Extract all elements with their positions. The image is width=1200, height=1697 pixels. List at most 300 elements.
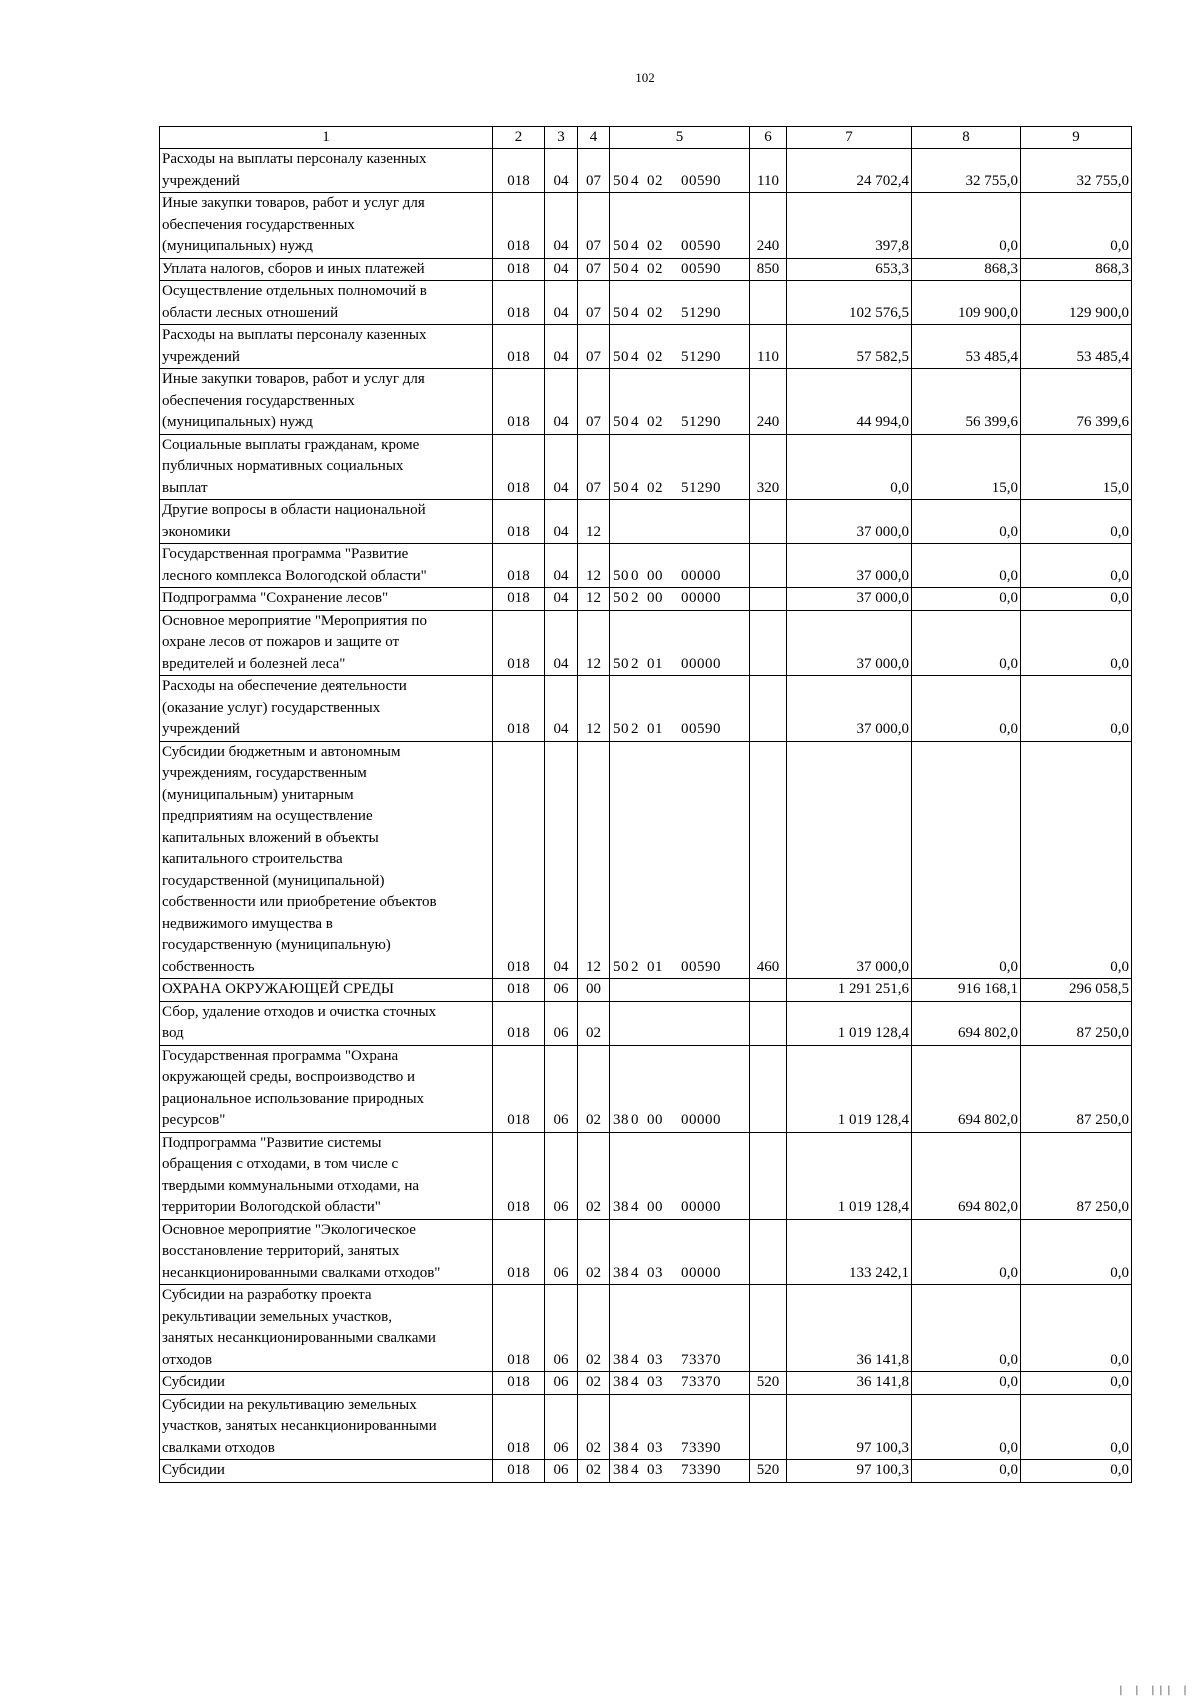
table-row [160,1394,1132,1460]
subsection-code-cell: 07 [578,258,610,281]
amount-col9-cell: 0,0 [1021,676,1132,742]
amount-col9-cell: 15,0 [1021,434,1132,500]
target-article-part: 4 [631,1199,639,1215]
ministry-code-cell: 018 [493,434,545,500]
row-name: Иные закупки товаров, работ и услуг для обеспечения государственных (муниципальных) нужд [162,371,425,430]
target-article-part: 03 [647,1351,663,1368]
amount-col7-cell: 57 582,5 [787,325,912,369]
target-article-part: 00000 [681,590,721,606]
ministry-code-cell: 018 [493,1372,545,1395]
ministry-code-cell: 018 [493,149,545,193]
target-article-cell [610,979,750,1002]
table-row [160,500,1132,544]
amount-col8-cell: 109 900,0 [912,281,1021,325]
amount-col7-cell: 97 100,3 [787,1460,912,1483]
row-name-cell [160,544,493,588]
ministry-code-cell: 018 [493,610,545,676]
expense-type-cell: 240 [750,369,787,435]
ministry-code-cell: 018 [493,1045,545,1132]
target-article-part: 4 [631,260,639,277]
row-name-cell [160,500,493,544]
row-name: Субсидии на рекультивацию земельных участков, занятых несанкционированными свалками отходов [162,1396,437,1456]
target-article-part: 50 [613,238,629,254]
amount-col9-cell: 0,0 [1021,544,1132,588]
row-name-cell [160,325,493,369]
section-code-cell: 04 [545,325,578,369]
subsection-code-cell: 12 [578,500,610,544]
header-cell-1: 1 [160,127,493,149]
amount-col8-cell: 0,0 [912,676,1021,742]
expense-type-cell [750,610,787,676]
ministry-code-cell: 018 [493,1001,545,1045]
amount-col9-cell: 0,0 [1021,610,1132,676]
section-code-cell: 04 [545,610,578,676]
row-name-cell [160,588,493,611]
amount-col9-cell: 868,3 [1021,258,1132,281]
amount-col7-cell: 1 019 128,4 [787,1045,912,1132]
target-article-part: 4 [631,1462,639,1478]
target-article-part: 00000 [681,567,721,584]
section-code-cell: 06 [545,1219,578,1285]
target-article-part: 51290 [681,414,721,430]
amount-col8-cell: 694 802,0 [912,1132,1021,1219]
expense-type-cell: 240 [750,193,787,259]
expense-type-cell [750,544,787,588]
target-article-part: 4 [631,1351,639,1368]
target-article-part: 00 [647,1199,663,1215]
amount-col9-cell: 32 755,0 [1021,149,1132,193]
amount-col9-cell: 0,0 [1021,588,1132,611]
amount-col8-cell: 0,0 [912,1285,1021,1372]
amount-col7-cell: 97 100,3 [787,1394,912,1460]
header-row [160,127,1132,149]
subsection-code-cell: 12 [578,676,610,742]
subsection-code-cell: 02 [578,1001,610,1045]
section-code-cell: 04 [545,281,578,325]
expense-type-cell [750,281,787,325]
row-name-cell [160,258,493,281]
table-row [160,610,1132,676]
amount-col9-cell: 296 058,5 [1021,979,1132,1002]
section-code-cell: 06 [545,1001,578,1045]
target-article-part: 03 [647,1374,663,1390]
target-article-cell [610,434,750,500]
amount-col7-cell: 1 019 128,4 [787,1132,912,1219]
subsection-code-cell: 02 [578,1285,610,1372]
ministry-code-cell: 018 [493,193,545,259]
target-article-part: 50 [613,479,629,496]
table-row [160,741,1132,979]
subsection-code-cell: 02 [578,1132,610,1219]
header-cell-6: 6 [750,127,787,149]
page-number: 102 [635,70,655,85]
subsection-code-cell: 12 [578,544,610,588]
amount-col9-cell: 87 250,0 [1021,1001,1132,1045]
target-article-cell [610,369,750,435]
header-cell-8: 8 [912,127,1021,149]
target-article-part: 00590 [681,172,721,189]
target-article-part: 4 [631,1374,639,1390]
amount-col9-cell: 0,0 [1021,741,1132,979]
target-article-cell [610,1219,750,1285]
target-article-part: 4 [631,1439,639,1456]
row-name: Государственная программа "Охрана окружающей среды, воспроизводство и рациональное использование природных ресурсов" [162,1047,425,1128]
section-code-cell: 04 [545,434,578,500]
target-article-part: 50 [613,260,629,277]
scan-marks: | | ||| | [1117,1685,1190,1696]
ministry-code-cell: 018 [493,1132,545,1219]
ministry-code-cell: 018 [493,741,545,979]
target-article-part: 02 [647,479,663,496]
target-article-cell [610,676,750,742]
table-row [160,1132,1132,1219]
target-article-part: 38 [613,1439,629,1456]
target-article-cell [610,1460,750,1483]
amount-col9-cell: 0,0 [1021,193,1132,259]
expense-type-cell [750,1001,787,1045]
target-article-part: 4 [631,348,639,365]
expense-type-cell [750,979,787,1002]
row-name-cell [160,1001,493,1045]
row-name-cell [160,1132,493,1219]
amount-col8-cell: 56 399,6 [912,369,1021,435]
target-article-part: 73390 [681,1462,721,1478]
target-article-cell [610,544,750,588]
ministry-code-cell: 018 [493,500,545,544]
amount-col7-cell: 37 000,0 [787,676,912,742]
target-article-cell [610,149,750,193]
target-article-cell [610,193,750,259]
budget-table [159,126,1132,1483]
expense-type-cell [750,1132,787,1219]
target-article-part: 50 [613,567,629,584]
amount-col7-cell: 653,3 [787,258,912,281]
target-article-part: 38 [613,1264,629,1281]
table-row [160,979,1132,1002]
target-article-part: 01 [647,721,663,737]
amount-col9-cell: 129 900,0 [1021,281,1132,325]
section-code-cell: 04 [545,193,578,259]
table-row [160,588,1132,611]
expense-type-cell [750,676,787,742]
target-article-part: 00590 [681,958,721,975]
section-code-cell: 06 [545,1132,578,1219]
amount-col7-cell: 397,8 [787,193,912,259]
target-article-cell [610,610,750,676]
subsection-code-cell: 07 [578,325,610,369]
amount-col7-cell: 36 141,8 [787,1285,912,1372]
section-code-cell: 04 [545,741,578,979]
subsection-code-cell: 02 [578,1045,610,1132]
amount-col9-cell: 0,0 [1021,1372,1132,1395]
target-article-part: 01 [647,655,663,672]
target-article-cell [610,1394,750,1460]
subsection-code-cell: 02 [578,1372,610,1395]
subsection-code-cell: 07 [578,149,610,193]
expense-type-cell [750,588,787,611]
amount-col8-cell: 0,0 [912,1219,1021,1285]
amount-col9-cell: 53 485,4 [1021,325,1132,369]
target-article-part: 50 [613,414,629,430]
expense-type-cell [750,1394,787,1460]
table-row [160,676,1132,742]
ministry-code-cell: 018 [493,1219,545,1285]
row-name: Основное мероприятие "Экологическое восстановление территорий, занятых несанкционированными свалками отходов" [162,1221,441,1281]
section-code-cell: 04 [545,676,578,742]
expense-type-cell: 460 [750,741,787,979]
table-body [160,127,1132,1483]
table-row [160,193,1132,259]
section-code-cell: 06 [545,979,578,1002]
row-name: Субсидии бюджетным и автономным учреждениям, государственным (муниципальным) унитарным предприятиям на осуществление капитальных вложений в объекты капитального строительства государственной (муниципальной) собственности или приобретение объектов недвижимого имущества в государственную (муниципальную) собственность [162,743,437,975]
target-article-part: 02 [647,348,663,365]
target-article-part: 38 [613,1351,629,1368]
row-name: Социальные выплаты гражданам, кроме публичных нормативных социальных выплат [162,436,420,496]
target-article-part: 51290 [681,479,721,496]
subsection-code-cell: 12 [578,610,610,676]
row-name: Расходы на выплаты персоналу казенных учреждений [162,327,427,365]
target-article-part: 50 [613,958,629,975]
amount-col7-cell: 36 141,8 [787,1372,912,1395]
section-code-cell: 06 [545,1285,578,1372]
target-article-part: 4 [631,414,639,430]
row-name-cell [160,1219,493,1285]
target-article-cell [610,281,750,325]
table-row [160,1219,1132,1285]
expense-type-cell [750,500,787,544]
ministry-code-cell: 018 [493,325,545,369]
target-article-part: 00590 [681,260,721,277]
target-article-cell [610,1132,750,1219]
expense-type-cell: 320 [750,434,787,500]
row-name: Государственная программа "Развитие лесного комплекса Вологодской области" [162,546,427,584]
target-article-cell [610,741,750,979]
row-name: Другие вопросы в области национальной экономики [162,502,426,540]
expense-type-cell: 520 [750,1460,787,1483]
row-name: Иные закупки товаров, работ и услуг для обеспечения государственных (муниципальных) нужд [162,195,425,254]
row-name-cell [160,434,493,500]
target-article-part: 02 [647,238,663,254]
subsection-code-cell: 02 [578,1219,610,1285]
target-article-part: 02 [647,414,663,430]
header-cell-7: 7 [787,127,912,149]
amount-col8-cell: 32 755,0 [912,149,1021,193]
amount-col8-cell: 15,0 [912,434,1021,500]
amount-col8-cell: 694 802,0 [912,1001,1021,1045]
amount-col9-cell: 0,0 [1021,1394,1132,1460]
amount-col7-cell: 37 000,0 [787,741,912,979]
row-name-cell [160,1372,493,1395]
table-row [160,369,1132,435]
amount-col9-cell: 87 250,0 [1021,1132,1132,1219]
target-article-part: 00000 [681,655,721,672]
row-name-cell [160,676,493,742]
row-name: Осуществление отдельных полномочий в области лесных отношений [162,283,427,321]
amount-col7-cell: 37 000,0 [787,610,912,676]
header-cell-5: 5 [610,127,750,149]
target-article-part: 51290 [681,304,721,321]
amount-col8-cell: 868,3 [912,258,1021,281]
amount-col7-cell: 44 994,0 [787,369,912,435]
expense-type-cell: 110 [750,325,787,369]
target-article-part: 2 [631,958,639,975]
section-code-cell: 06 [545,1394,578,1460]
amount-col8-cell: 53 485,4 [912,325,1021,369]
subsection-code-cell: 07 [578,369,610,435]
target-article-part: 01 [647,958,663,975]
expense-type-cell [750,1045,787,1132]
target-article-part: 00590 [681,721,721,737]
header-cell-2: 2 [493,127,545,149]
target-article-part: 2 [631,721,639,737]
target-article-part: 51290 [681,348,721,365]
section-code-cell: 06 [545,1460,578,1483]
target-article-part: 00 [647,1112,663,1128]
ministry-code-cell: 018 [493,979,545,1002]
ministry-code-cell: 018 [493,1394,545,1460]
amount-col8-cell: 916 168,1 [912,979,1021,1002]
row-name-cell [160,1460,493,1483]
amount-col7-cell: 0,0 [787,434,912,500]
ministry-code-cell: 018 [493,1285,545,1372]
amount-col7-cell: 133 242,1 [787,1219,912,1285]
target-article-part: 02 [647,304,663,321]
target-article-part: 00000 [681,1112,721,1128]
subsection-code-cell: 02 [578,1394,610,1460]
target-article-part: 38 [613,1112,629,1128]
table-row [160,258,1132,281]
row-name: Основное мероприятие "Мероприятия по охране лесов от пожаров и защите от вредителей и болезней леса" [162,612,427,672]
row-name: Субсидии на разработку проекта рекультивации земельных участков, занятых несанкционированными свалками отходов [162,1287,436,1368]
amount-col8-cell: 0,0 [912,500,1021,544]
amount-col8-cell: 0,0 [912,1394,1021,1460]
budget-table-container [159,126,1132,1483]
row-name-cell [160,1285,493,1372]
amount-col9-cell: 76 399,6 [1021,369,1132,435]
amount-col8-cell: 0,0 [912,741,1021,979]
target-article-part: 73370 [681,1374,721,1390]
row-name: Субсидии [162,1374,225,1390]
row-name-cell [160,1394,493,1460]
amount-col7-cell: 102 576,5 [787,281,912,325]
ministry-code-cell: 018 [493,1460,545,1483]
target-article-part: 02 [647,172,663,189]
section-code-cell: 04 [545,500,578,544]
target-article-cell [610,588,750,611]
target-article-part: 03 [647,1264,663,1281]
subsection-code-cell: 02 [578,1460,610,1483]
table-row [160,149,1132,193]
row-name-cell [160,1045,493,1132]
amount-col8-cell: 0,0 [912,610,1021,676]
target-article-part: 38 [613,1199,629,1215]
table-row [160,1285,1132,1372]
amount-col8-cell: 0,0 [912,193,1021,259]
expense-type-cell [750,1219,787,1285]
amount-col8-cell: 0,0 [912,1372,1021,1395]
row-name: Расходы на выплаты персоналу казенных учреждений [162,151,427,189]
target-article-cell [610,1285,750,1372]
expense-type-cell [750,1285,787,1372]
target-article-part: 2 [631,655,639,672]
target-article-part: 73370 [681,1351,721,1368]
amount-col9-cell: 0,0 [1021,1285,1132,1372]
amount-col7-cell: 37 000,0 [787,588,912,611]
section-code-cell: 04 [545,544,578,588]
target-article-part: 4 [631,172,639,189]
target-article-part: 50 [613,348,629,365]
row-name: Подпрограмма "Сохранение лесов" [162,590,389,606]
row-name-cell [160,281,493,325]
row-name-cell [160,193,493,259]
table-row [160,1045,1132,1132]
target-article-part: 2 [631,590,639,606]
target-article-cell [610,500,750,544]
amount-col8-cell: 0,0 [912,544,1021,588]
table-row [160,325,1132,369]
target-article-cell [610,258,750,281]
target-article-cell [610,1045,750,1132]
target-article-part: 50 [613,721,629,737]
ministry-code-cell: 018 [493,676,545,742]
amount-col7-cell: 1 019 128,4 [787,1001,912,1045]
section-code-cell: 04 [545,588,578,611]
ministry-code-cell: 018 [493,258,545,281]
target-article-part: 0 [631,1112,639,1128]
row-name-cell [160,979,493,1002]
amount-col9-cell: 0,0 [1021,1460,1132,1483]
table-row [160,281,1132,325]
amount-col9-cell: 0,0 [1021,500,1132,544]
table-row [160,1372,1132,1395]
section-code-cell: 04 [545,149,578,193]
target-article-part: 4 [631,238,639,254]
target-article-part: 38 [613,1374,629,1390]
amount-col8-cell: 0,0 [912,588,1021,611]
section-code-cell: 04 [545,369,578,435]
section-code-cell: 04 [545,258,578,281]
row-name-cell [160,149,493,193]
target-article-part: 50 [613,304,629,321]
header-cell-4: 4 [578,127,610,149]
table-row [160,434,1132,500]
ministry-code-cell: 018 [493,544,545,588]
amount-col8-cell: 0,0 [912,1460,1021,1483]
subsection-code-cell: 00 [578,979,610,1002]
row-name-cell [160,610,493,676]
row-name: Уплата налогов, сборов и иных платежей [162,260,425,277]
row-name: ОХРАНА ОКРУЖАЮЩЕЙ СРЕДЫ [162,981,394,997]
header-cell-9: 9 [1021,127,1132,149]
target-article-part: 4 [631,304,639,321]
amount-col7-cell: 37 000,0 [787,500,912,544]
subsection-code-cell: 12 [578,588,610,611]
ministry-code-cell: 018 [493,369,545,435]
target-article-part: 00590 [681,238,721,254]
target-article-part: 00000 [681,1264,721,1281]
row-name-cell [160,741,493,979]
amount-col9-cell: 0,0 [1021,1219,1132,1285]
row-name: Сбор, удаление отходов и очистка сточных вод [162,1003,437,1041]
amount-col7-cell: 37 000,0 [787,544,912,588]
target-article-part: 50 [613,590,629,606]
subsection-code-cell: 12 [578,741,610,979]
target-article-part: 73390 [681,1439,721,1456]
target-article-part: 03 [647,1439,663,1456]
section-code-cell: 06 [545,1045,578,1132]
target-article-part: 50 [613,172,629,189]
ministry-code-cell: 018 [493,588,545,611]
